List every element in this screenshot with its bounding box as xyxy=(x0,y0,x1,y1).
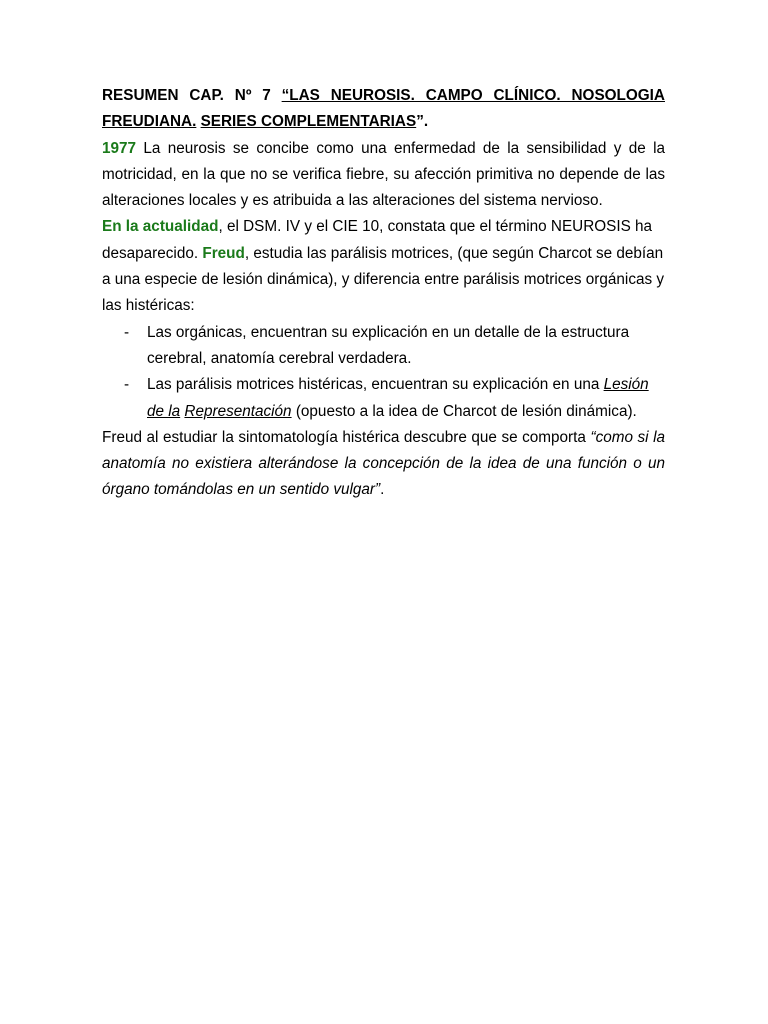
representacion-link: Representación xyxy=(184,402,292,420)
list-dash: - xyxy=(124,323,130,341)
paragraph-actualidad-text2: , estudia las parálisis motrices, (que según Charcot se debían a una especie de lesión dinámica), y diferencia entre parálisis motrices orgánicas y las histéricas: xyxy=(102,244,665,315)
list-dash: - xyxy=(124,376,130,394)
title-series: SERIES COMPLEMENTARIAS xyxy=(200,113,417,131)
paragraph-freud xyxy=(102,425,665,504)
paragraph-1977 xyxy=(102,136,665,215)
list-item xyxy=(102,372,665,425)
lesion-link: Lesión de la xyxy=(147,376,649,420)
document-title xyxy=(102,83,665,136)
paragraph-actualidad-text1: , el DSM. IV y el CIE 10, constata que el término NEUROSIS ha desaparecido. xyxy=(102,218,653,262)
title-main: “LAS NEUROSIS. CAMPO CLÍNICO. NOSOLOGIA FREUDIANA. xyxy=(102,87,665,131)
list-item xyxy=(102,320,665,373)
paralysis-list xyxy=(102,320,665,425)
paragraph-freud-end: . xyxy=(380,481,385,499)
paragraph-1977-text: La neurosis se concibe como una enfermedad de la sensibilidad y de la motricidad, en la que no se verifica fiebre, su afección primitiva no depende de las alteraciones locales y es atribuida a las alteraciones del sistema nervioso. xyxy=(102,139,665,210)
list-item-text: Las orgánicas, encuentran su explicación en un detalle de la estructura cerebral, anatomía cerebral verdadera. xyxy=(147,323,630,367)
paragraph-actualidad xyxy=(102,214,665,319)
title-end: ”. xyxy=(416,113,429,131)
freud-quote: “como si la anatomía no existiera alterándose la concepción de la idea de una función o un órgano tomándolas en un sentido vulgar” xyxy=(102,428,666,499)
list-item-text: Las parálisis motrices histéricas, encuentran su explicación en una xyxy=(147,376,604,394)
year-label: 1977 xyxy=(102,139,137,157)
paragraph-freud-text: Freud al estudiar la sintomatología histérica descubre que se comporta xyxy=(102,428,591,446)
list-item-text-end: (opuesto a la idea de Charcot de lesión dinámica). xyxy=(291,402,637,420)
actualidad-label: En la actualidad xyxy=(102,218,219,236)
document-body xyxy=(102,83,665,504)
title-prefix: RESUMEN CAP. Nº 7 xyxy=(102,87,282,104)
freud-label: Freud xyxy=(202,244,245,262)
